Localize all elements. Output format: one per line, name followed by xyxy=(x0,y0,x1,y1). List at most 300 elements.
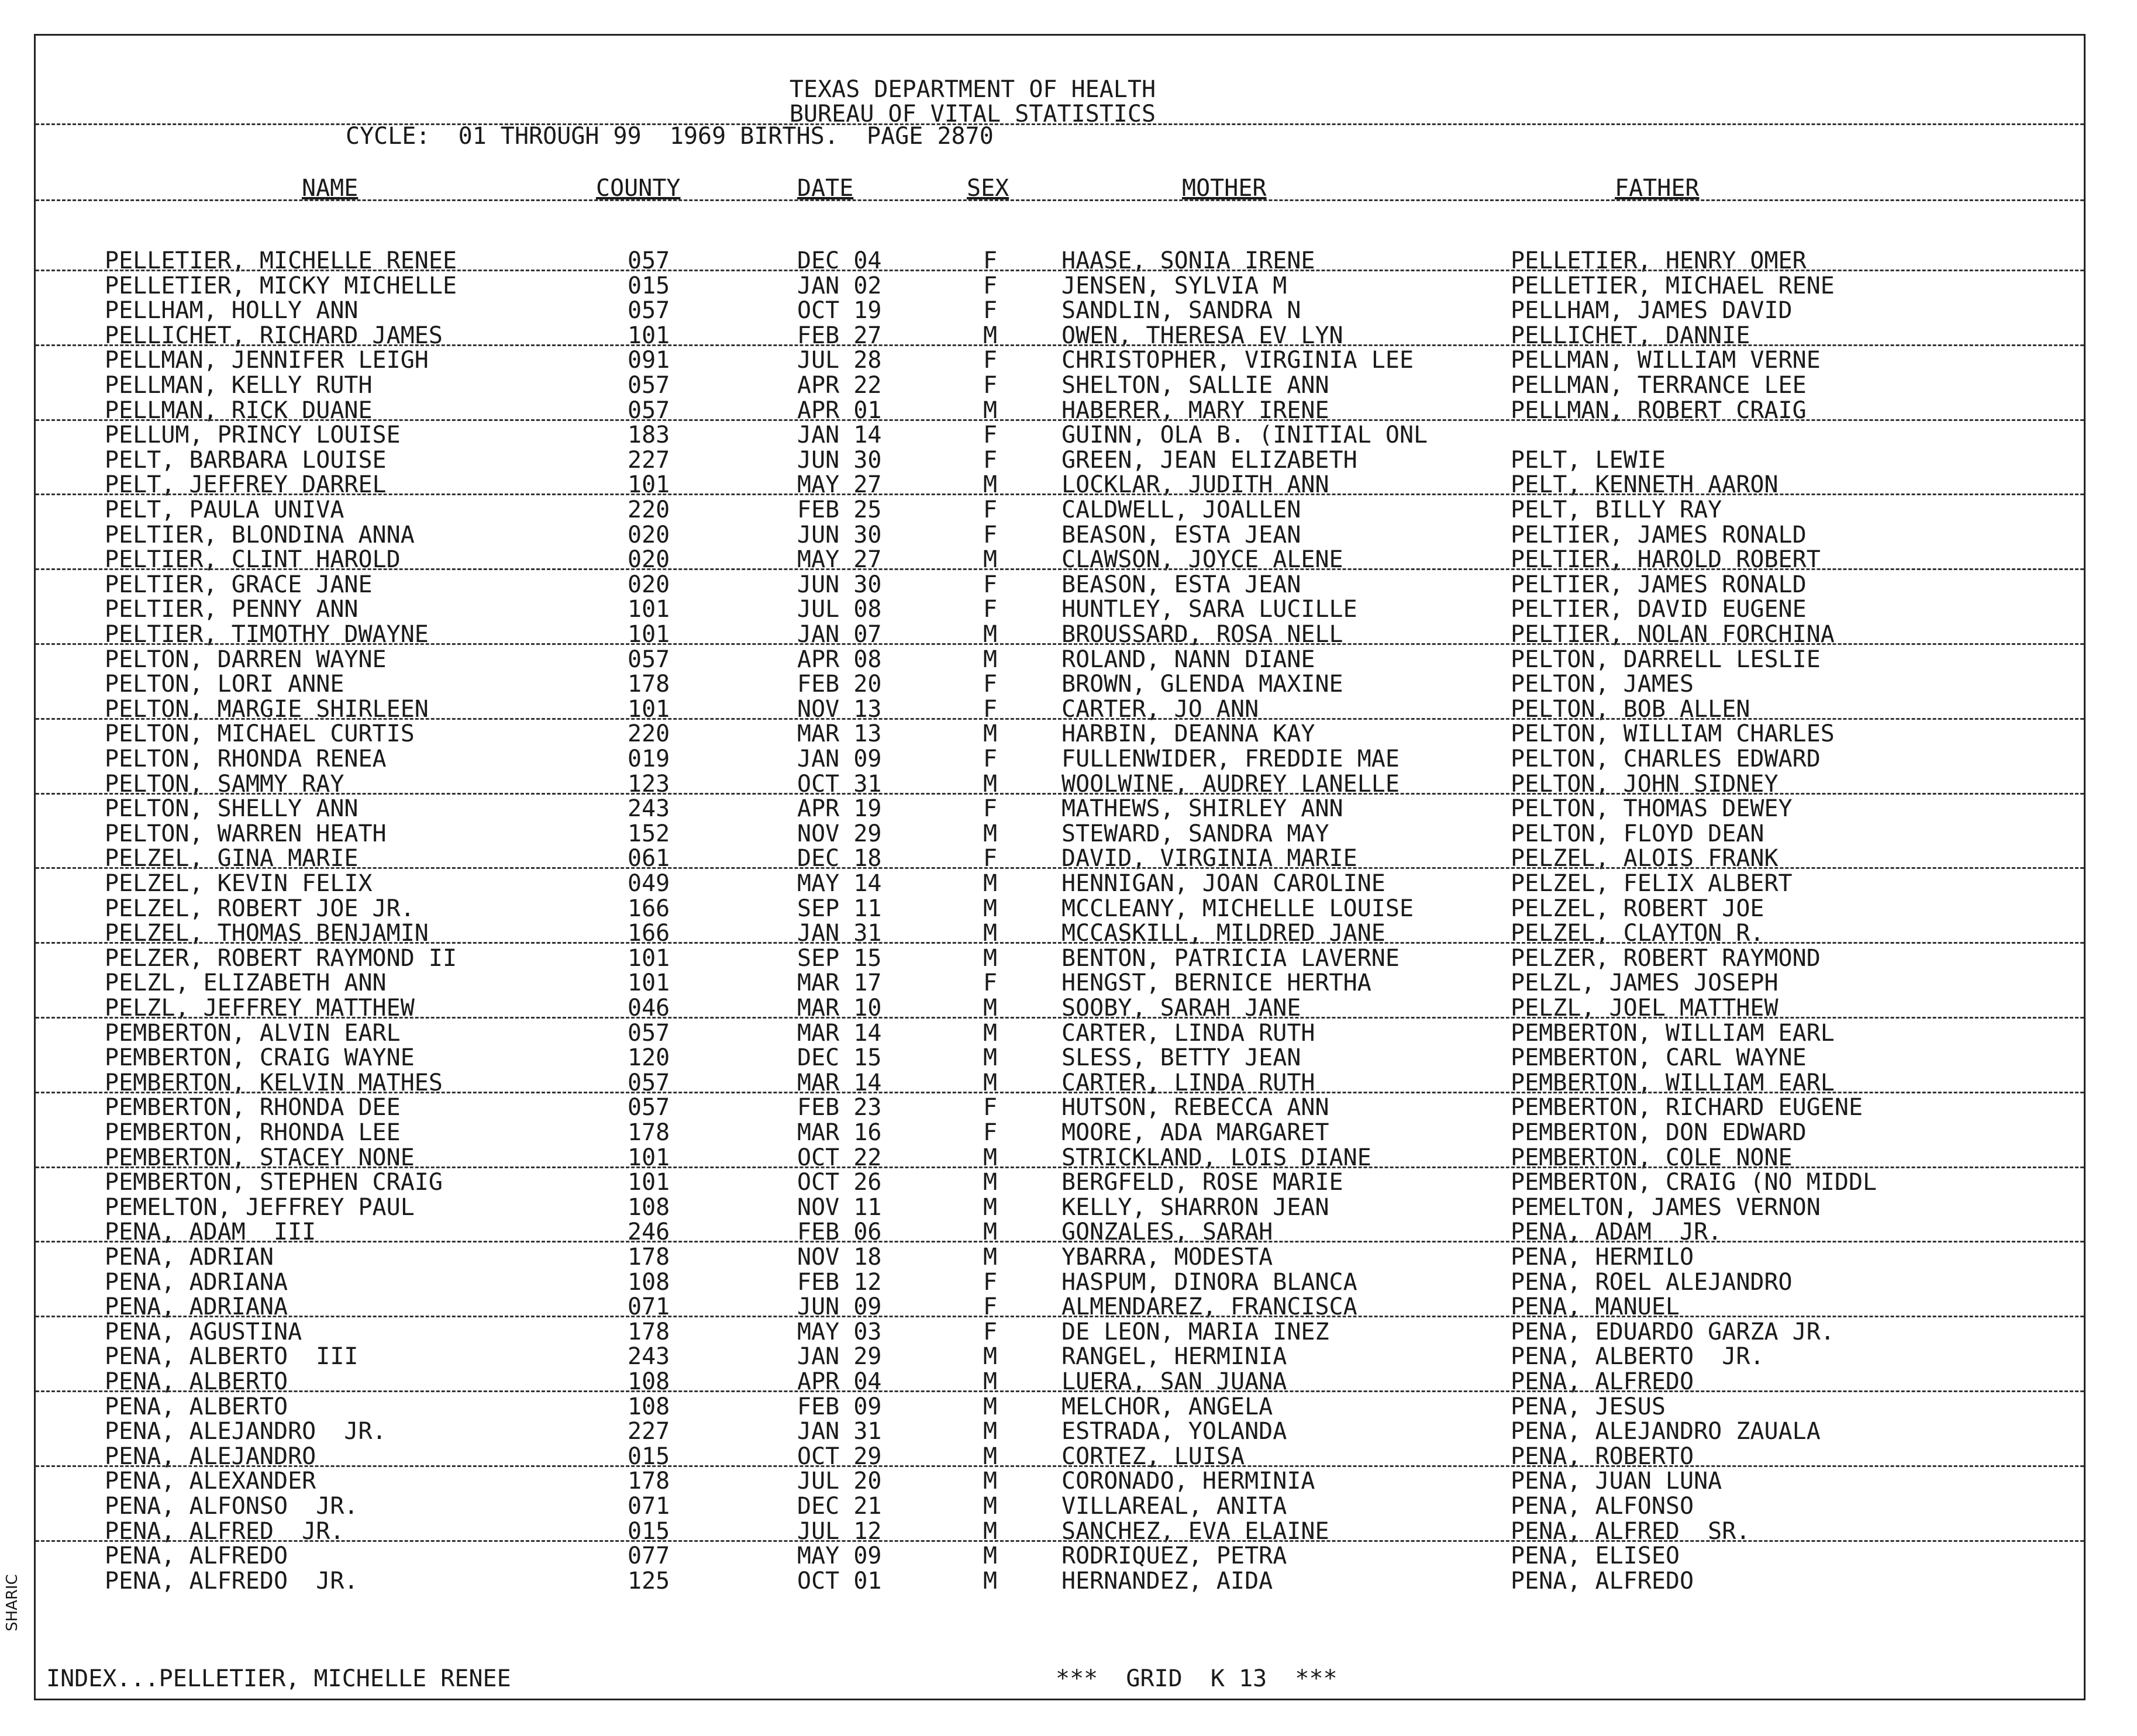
cell-name: PEMBERTON, ALVIN EARL xyxy=(105,1019,401,1047)
cell-sex: M xyxy=(983,1468,998,1495)
cell-mother: SANDLIN, SANDRA N xyxy=(1061,297,1301,325)
table-row xyxy=(36,1244,2084,1269)
cell-father: PEMBERTON, DON EDWARD xyxy=(1511,1119,1807,1146)
cell-county: 020 xyxy=(628,521,670,548)
cell-name: PENA, ALFONSO JR. xyxy=(105,1493,359,1520)
cell-mother: CHRISTOPHER, VIRGINIA LEE xyxy=(1061,347,1414,374)
table-row xyxy=(36,272,2084,298)
cell-date: JUN 09 xyxy=(797,1293,882,1321)
cell-father: PELLETIER, HENRY OMER xyxy=(1511,247,1807,274)
table-row xyxy=(36,845,2084,870)
cell-date: OCT 01 xyxy=(797,1567,882,1595)
cell-date: JUL 08 xyxy=(797,596,882,623)
row-rule xyxy=(36,1241,2084,1243)
table-row xyxy=(36,1393,2084,1419)
table-row xyxy=(36,1194,2084,1219)
cell-county: 120 xyxy=(628,1044,670,1072)
cell-sex: F xyxy=(983,247,998,274)
row-rule xyxy=(36,1166,2084,1168)
cell-father: PELZER, ROBERT RAYMOND xyxy=(1511,944,1821,972)
cell-sex: M xyxy=(983,1343,998,1371)
cell-father: PELTON, JAMES xyxy=(1511,671,1694,698)
row-rule xyxy=(36,793,2084,795)
table-row xyxy=(36,546,2084,574)
row-rule xyxy=(36,867,2084,869)
cell-mother: DAVID, VIRGINIA MARIE xyxy=(1061,845,1357,872)
cell-name: PENA, ALEXANDER xyxy=(105,1468,316,1495)
cell-name: PELLMAN, JENNIFER LEIGH xyxy=(105,347,429,374)
cell-sex: F xyxy=(983,695,998,723)
cell-father: PENA, JESUS xyxy=(1511,1393,1666,1420)
cell-county: 057 xyxy=(628,396,670,424)
cell-county: 178 xyxy=(628,1119,670,1146)
table-row xyxy=(36,995,2084,1020)
cell-father: PELZL, JAMES JOSEPH xyxy=(1511,969,1778,997)
row-rule xyxy=(36,1092,2084,1093)
cell-name: PELT, BARBARA LOUISE xyxy=(105,446,387,474)
cell-date: MAY 14 xyxy=(797,870,882,897)
row-rule xyxy=(36,1390,2084,1392)
cell-mother: HASPUM, DINORA BLANCA xyxy=(1061,1268,1357,1296)
cell-father: PELTON, FLOYD DEAN xyxy=(1511,820,1764,847)
cell-county: 101 xyxy=(628,695,670,723)
cell-date: MAR 10 xyxy=(797,995,882,1021)
cell-county: 020 xyxy=(628,546,670,574)
cell-name: PELTIER, BLONDINA ANNA xyxy=(105,521,415,548)
cell-date: SEP 11 xyxy=(797,895,882,922)
cell-county: 246 xyxy=(628,1219,670,1246)
table-row xyxy=(36,1169,2084,1194)
table-row xyxy=(36,372,2084,397)
cell-mother: CALDWELL, JOALLEN xyxy=(1061,496,1301,523)
cell-mother: VILLAREAL, ANITA xyxy=(1061,1493,1287,1520)
cell-sex: F xyxy=(983,347,998,374)
cell-sex: M xyxy=(983,820,998,847)
table-row xyxy=(36,596,2084,621)
cell-father: PELZEL, CLAYTON R. xyxy=(1511,920,1764,947)
cell-name: PELZEL, KEVIN FELIX xyxy=(105,870,373,897)
header-dept: TEXAS DEPARTMENT OF HEALTH xyxy=(789,76,1156,103)
cell-sex: M xyxy=(983,944,998,972)
cell-mother: MCCASKILL, MILDRED JANE xyxy=(1061,920,1385,947)
table-row xyxy=(36,1343,2084,1371)
table-row xyxy=(36,820,2084,845)
cell-sex: M xyxy=(983,1418,998,1445)
cell-county: 166 xyxy=(628,895,670,922)
cell-county: 178 xyxy=(628,1244,670,1271)
cell-county: 101 xyxy=(628,1144,670,1171)
cell-mother: BROWN, GLENDA MAXINE xyxy=(1061,671,1343,698)
cell-date: NOV 13 xyxy=(797,695,882,723)
cell-father: PENA, ALFREDO xyxy=(1511,1567,1694,1595)
cell-father: PENA, JUAN LUNA xyxy=(1511,1468,1722,1495)
cell-father: PELT, KENNETH AARON xyxy=(1511,471,1778,499)
cell-date: JAN 09 xyxy=(797,746,882,772)
cell-father: PENA, ADAM JR. xyxy=(1511,1219,1722,1246)
cell-sex: F xyxy=(983,671,998,698)
cell-mother: WOOLWINE, AUDREY LANELLE xyxy=(1061,770,1400,798)
cell-father: PELTIER, JAMES RONALD xyxy=(1511,521,1807,548)
cell-date: JAN 31 xyxy=(797,1418,882,1445)
cell-sex: F xyxy=(983,372,998,399)
cell-sex: M xyxy=(983,1069,998,1096)
cell-county: 071 xyxy=(628,1493,670,1520)
cell-date: JUL 20 xyxy=(797,1468,882,1495)
cell-sex: M xyxy=(983,895,998,922)
col-county: COUNTY xyxy=(596,175,681,202)
cell-sex: M xyxy=(983,471,998,499)
cell-name: PEMBERTON, STEPHEN CRAIG xyxy=(105,1169,443,1196)
margin-label: SHARIC xyxy=(4,1574,21,1631)
cell-name: PENA, ALEJANDRO xyxy=(105,1442,316,1470)
cell-county: 108 xyxy=(628,1268,670,1296)
cell-father: PENA, ALBERTO JR. xyxy=(1511,1343,1764,1371)
cell-date: NOV 18 xyxy=(797,1244,882,1271)
cell-father: PELLMAN, WILLIAM VERNE xyxy=(1511,347,1821,374)
cell-mother: CARTER, JO ANN xyxy=(1061,695,1259,723)
cell-name: PENA, AGUSTINA xyxy=(105,1318,302,1345)
cell-mother: MCCLEANY, MICHELLE LOUISE xyxy=(1061,895,1414,922)
cell-county: 125 xyxy=(628,1567,670,1595)
table-row xyxy=(36,522,2084,547)
cell-name: PELLETIER, MICHELLE RENEE xyxy=(105,247,457,274)
cell-sex: M xyxy=(983,646,998,673)
cell-mother: RODRIQUEZ, PETRA xyxy=(1061,1542,1287,1570)
cell-county: 015 xyxy=(628,1517,670,1545)
cell-sex: M xyxy=(983,1493,998,1520)
cell-date: APR 04 xyxy=(797,1368,882,1395)
table-row xyxy=(36,471,2084,499)
cell-date: JAN 14 xyxy=(797,422,882,449)
table-row xyxy=(36,347,2084,372)
cell-name: PENA, ADAM III xyxy=(105,1219,316,1246)
cell-name: PELTON, SAMMY RAY xyxy=(105,770,344,798)
cell-father: PELLMAN, ROBERT CRAIG xyxy=(1511,396,1807,424)
cell-county: 057 xyxy=(628,247,670,274)
table-row xyxy=(36,1069,2084,1095)
cell-sex: F xyxy=(983,1119,998,1146)
cell-father: PELZEL, ROBERT JOE xyxy=(1511,895,1764,922)
row-rule xyxy=(36,718,2084,720)
cell-county: 091 xyxy=(628,347,670,374)
cell-sex: M xyxy=(983,1393,998,1420)
cell-date: MAY 27 xyxy=(797,546,882,574)
cell-father: PELT, LEWIE xyxy=(1511,446,1666,474)
cell-sex: F xyxy=(983,571,998,598)
cell-name: PENA, ALBERTO III xyxy=(105,1343,359,1371)
cell-father: PELTIER, DAVID EUGENE xyxy=(1511,596,1807,623)
cell-county: 020 xyxy=(628,571,670,598)
cell-mother: MOORE, ADA MARGARET xyxy=(1061,1119,1329,1146)
cell-sex: M xyxy=(983,1019,998,1047)
table-row xyxy=(36,322,2084,347)
cell-sex: M xyxy=(983,1244,998,1271)
cell-mother: OWEN, THERESA EV LYN xyxy=(1061,322,1343,349)
row-rule xyxy=(36,1465,2084,1467)
cell-name: PELLUM, PRINCY LOUISE xyxy=(105,422,401,449)
cell-father: PELTIER, JAMES RONALD xyxy=(1511,571,1807,598)
cell-sex: M xyxy=(983,1169,998,1196)
cell-name: PELTIER, PENNY ANN xyxy=(105,596,359,623)
table-row xyxy=(36,1269,2084,1294)
cell-mother: HUNTLEY, SARA LUCILLE xyxy=(1061,596,1357,623)
cell-father: PELTIER, NOLAN FORCHINA xyxy=(1511,621,1835,648)
table-row xyxy=(36,671,2084,696)
cell-sex: M xyxy=(983,322,998,349)
cell-date: FEB 20 xyxy=(797,671,882,698)
cell-father: PELT, BILLY RAY xyxy=(1511,496,1722,523)
row-rule xyxy=(36,1017,2084,1019)
cell-mother: ROLAND, NANN DIANE xyxy=(1061,646,1315,673)
table-row xyxy=(36,945,2084,970)
table-row xyxy=(36,496,2084,522)
table-row xyxy=(36,920,2084,945)
cell-mother: CARTER, LINDA RUTH xyxy=(1061,1069,1315,1096)
footer-index: INDEX...PELLETIER, MICHELLE RENEE xyxy=(46,1665,511,1692)
cell-sex: F xyxy=(983,496,998,523)
cell-county: 220 xyxy=(628,720,670,748)
cell-county: 178 xyxy=(628,1468,670,1495)
cell-father: PELLHAM, JAMES DAVID xyxy=(1511,297,1793,325)
cell-county: 101 xyxy=(628,596,670,623)
cell-father: PENA, ELISEO xyxy=(1511,1542,1680,1570)
cell-county: 101 xyxy=(628,944,670,972)
cell-sex: F xyxy=(983,1268,998,1296)
cell-name: PELTIER, GRACE JANE xyxy=(105,571,373,598)
cell-sex: F xyxy=(983,1293,998,1321)
table-row xyxy=(36,771,2084,796)
col-date: DATE xyxy=(797,175,854,202)
cell-county: 057 xyxy=(628,297,670,325)
row-rule xyxy=(36,1316,2084,1317)
cell-county: 227 xyxy=(628,446,670,474)
table-row xyxy=(36,447,2084,472)
cell-sex: M xyxy=(983,1193,998,1221)
cell-sex: F xyxy=(983,1094,998,1121)
cell-date: APR 01 xyxy=(797,396,882,424)
cell-date: JAN 31 xyxy=(797,920,882,947)
col-mother: MOTHER xyxy=(1182,175,1267,202)
cell-father: PELZEL, FELIX ALBERT xyxy=(1511,870,1793,897)
table-row xyxy=(36,1542,2084,1568)
cell-date: JUL 12 xyxy=(797,1517,882,1545)
table-row xyxy=(36,1493,2084,1518)
cell-sex: M xyxy=(983,1144,998,1171)
cell-father: PENA, HERMILO xyxy=(1511,1244,1694,1271)
row-rule xyxy=(36,1540,2084,1542)
cell-date: DEC 15 xyxy=(797,1044,882,1072)
table-row xyxy=(36,795,2084,823)
cell-father: PELLICHET, DANNIE xyxy=(1511,322,1750,349)
table-row xyxy=(36,422,2084,447)
cell-mother: HERNANDEZ, AIDA xyxy=(1061,1567,1273,1595)
cell-mother: SLESS, BETTY JEAN xyxy=(1061,1044,1301,1072)
cell-mother: CARTER, LINDA RUTH xyxy=(1061,1019,1315,1047)
cell-sex: M xyxy=(983,621,998,648)
cell-name: PELZL, ELIZABETH ANN xyxy=(105,969,387,997)
cell-date: JAN 02 xyxy=(797,272,882,299)
cell-sex: M xyxy=(983,1219,998,1246)
table-row xyxy=(36,895,2084,920)
cell-mother: CLAWSON, JOYCE ALENE xyxy=(1061,546,1343,574)
cell-county: 108 xyxy=(628,1393,670,1420)
cell-county: 101 xyxy=(628,471,670,499)
col-sex: SEX xyxy=(967,175,1009,202)
cell-county: 057 xyxy=(628,1069,670,1096)
cell-father: PELTON, DARRELL LESLIE xyxy=(1511,646,1821,673)
cell-date: MAR 16 xyxy=(797,1119,882,1146)
cell-name: PELTON, SHELLY ANN xyxy=(105,795,359,823)
table-row xyxy=(36,1219,2084,1244)
cell-mother: FULLENWIDER, FREDDIE MAE xyxy=(1061,746,1400,772)
cell-mother: GREEN, JEAN ELIZABETH xyxy=(1061,446,1357,474)
header-cycle: CYCLE: 01 THROUGH 99 1969 BIRTHS. PAGE 2870 xyxy=(346,123,994,150)
cell-date: NOV 29 xyxy=(797,820,882,847)
table-row xyxy=(36,1144,2084,1169)
cell-sex: F xyxy=(983,746,998,772)
cell-mother: BEASON, ESTA JEAN xyxy=(1061,571,1301,598)
cell-county: 057 xyxy=(628,1094,670,1121)
table-row xyxy=(36,1468,2084,1493)
cell-father: PELTON, WILLIAM CHARLES xyxy=(1511,720,1835,748)
cell-name: PEMELTON, JEFFREY PAUL xyxy=(105,1193,415,1221)
cell-name: PELT, PAULA UNIVA xyxy=(105,496,344,523)
cell-name: PELZER, ROBERT RAYMOND II xyxy=(105,944,457,972)
cell-county: 061 xyxy=(628,845,670,872)
cell-date: JUN 30 xyxy=(797,521,882,548)
cell-county: 123 xyxy=(628,770,670,798)
cell-mother: JENSEN, SYLVIA M xyxy=(1061,272,1287,299)
cell-name: PELZEL, THOMAS BENJAMIN xyxy=(105,920,429,947)
cell-date: FEB 25 xyxy=(797,496,882,523)
cell-date: OCT 31 xyxy=(797,770,882,798)
table-row xyxy=(36,1368,2084,1393)
cell-name: PENA, ADRIANA xyxy=(105,1293,288,1321)
cell-name: PEMBERTON, STACEY NONE xyxy=(105,1144,415,1171)
cell-sex: M xyxy=(983,396,998,424)
cell-sex: M xyxy=(983,1442,998,1470)
cell-mother: YBARRA, MODESTA xyxy=(1061,1244,1273,1271)
cell-county: 071 xyxy=(628,1293,670,1321)
cell-county: 227 xyxy=(628,1418,670,1445)
cell-name: PELLETIER, MICKY MICHELLE xyxy=(105,272,457,299)
cell-county: 108 xyxy=(628,1368,670,1395)
cell-name: PELTON, MICHAEL CURTIS xyxy=(105,720,415,748)
cell-date: MAR 14 xyxy=(797,1019,882,1047)
cell-mother: ALMENDAREZ, FRANCISCA xyxy=(1061,1293,1357,1321)
cell-county: 220 xyxy=(628,496,670,523)
table-row xyxy=(36,571,2084,596)
table-row xyxy=(36,247,2084,272)
cell-sex: M xyxy=(983,770,998,798)
cell-date: OCT 26 xyxy=(797,1169,882,1196)
cell-county: 108 xyxy=(628,1193,670,1221)
table-row xyxy=(36,1418,2084,1443)
table-row xyxy=(36,720,2084,746)
cell-date: MAR 13 xyxy=(797,720,882,748)
table-row xyxy=(36,746,2084,771)
cell-county: 015 xyxy=(628,1442,670,1470)
table-row xyxy=(36,969,2084,995)
cell-county: 019 xyxy=(628,746,670,772)
row-rule xyxy=(36,419,2084,421)
cell-father: PELZL, JOEL MATTHEW xyxy=(1511,995,1778,1021)
cell-mother: RANGEL, HERMINIA xyxy=(1061,1343,1287,1371)
cell-father: PENA, ALFONSO xyxy=(1511,1493,1694,1520)
cell-name: PELTON, WARREN HEATH xyxy=(105,820,387,847)
table-row xyxy=(36,1044,2084,1072)
cell-county: 057 xyxy=(628,1019,670,1047)
cell-date: APR 19 xyxy=(797,795,882,823)
cell-date: JAN 07 xyxy=(797,621,882,648)
cell-sex: M xyxy=(983,1567,998,1595)
cell-county: 101 xyxy=(628,322,670,349)
cell-mother: HENNIGAN, JOAN CAROLINE xyxy=(1061,870,1385,897)
cell-name: PENA, ALFREDO JR. xyxy=(105,1567,359,1595)
cell-father: PENA, EDUARDO GARZA JR. xyxy=(1511,1318,1835,1345)
cell-county: 152 xyxy=(628,820,670,847)
cell-date: NOV 11 xyxy=(797,1193,882,1221)
cell-name: PELTON, DARREN WAYNE xyxy=(105,646,387,673)
cell-sex: F xyxy=(983,272,998,299)
cell-name: PELLHAM, HOLLY ANN xyxy=(105,297,359,325)
cell-sex: F xyxy=(983,845,998,872)
cell-name: PENA, ALFRED JR. xyxy=(105,1517,344,1545)
cell-father: PENA, ALFRED SR. xyxy=(1511,1517,1750,1545)
cell-mother: STEWARD, SANDRA MAY xyxy=(1061,820,1329,847)
row-rule xyxy=(36,643,2084,645)
cell-sex: F xyxy=(983,596,998,623)
cell-father: PELLETIER, MICHAEL RENE xyxy=(1511,272,1835,299)
cell-sex: M xyxy=(983,720,998,748)
cell-county: 046 xyxy=(628,995,670,1021)
cell-father: PEMBERTON, WILLIAM EARL xyxy=(1511,1069,1835,1096)
table-row xyxy=(36,870,2084,895)
cell-date: MAY 27 xyxy=(797,471,882,499)
cell-date: FEB 09 xyxy=(797,1393,882,1420)
header-rule xyxy=(36,123,2084,125)
cell-father: PELTON, CHARLES EDWARD xyxy=(1511,746,1821,772)
cell-date: FEB 06 xyxy=(797,1219,882,1246)
cell-name: PELLMAN, KELLY RUTH xyxy=(105,372,373,399)
cell-county: 057 xyxy=(628,646,670,673)
table-row xyxy=(36,1319,2084,1344)
cell-name: PELZEL, ROBERT JOE JR. xyxy=(105,895,415,922)
table-row xyxy=(36,621,2084,646)
cell-name: PELLMAN, RICK DUANE xyxy=(105,396,373,424)
cell-sex: F xyxy=(983,521,998,548)
footer-grid: *** GRID K 13 *** xyxy=(1056,1665,1338,1692)
cell-date: DEC 04 xyxy=(797,247,882,274)
cell-mother: HABERER, MARY IRENE xyxy=(1061,396,1329,424)
cell-sex: F xyxy=(983,297,998,325)
cell-father: PELTON, BOB ALLEN xyxy=(1511,695,1750,723)
cell-mother: SOOBY, SARAH JANE xyxy=(1061,995,1301,1021)
cell-name: PELTIER, CLINT HAROLD xyxy=(105,546,401,574)
cell-date: DEC 21 xyxy=(797,1493,882,1520)
cell-father: PELZEL, ALOIS FRANK xyxy=(1511,845,1778,872)
cell-date: MAR 14 xyxy=(797,1069,882,1096)
cell-mother: BROUSSARD, ROSA NELL xyxy=(1061,621,1343,648)
cell-sex: F xyxy=(983,969,998,997)
cell-father: PEMBERTON, RICHARD EUGENE xyxy=(1511,1094,1863,1121)
cell-mother: DE LEON, MARIA INEZ xyxy=(1061,1318,1329,1345)
cell-name: PELTON, RHONDA RENEA xyxy=(105,746,387,772)
col-name: NAME xyxy=(302,175,359,202)
cell-date: MAR 17 xyxy=(797,969,882,997)
cell-mother: CORONADO, HERMINIA xyxy=(1061,1468,1315,1495)
cell-name: PELZL, JEFFREY MATTHEW xyxy=(105,995,415,1021)
